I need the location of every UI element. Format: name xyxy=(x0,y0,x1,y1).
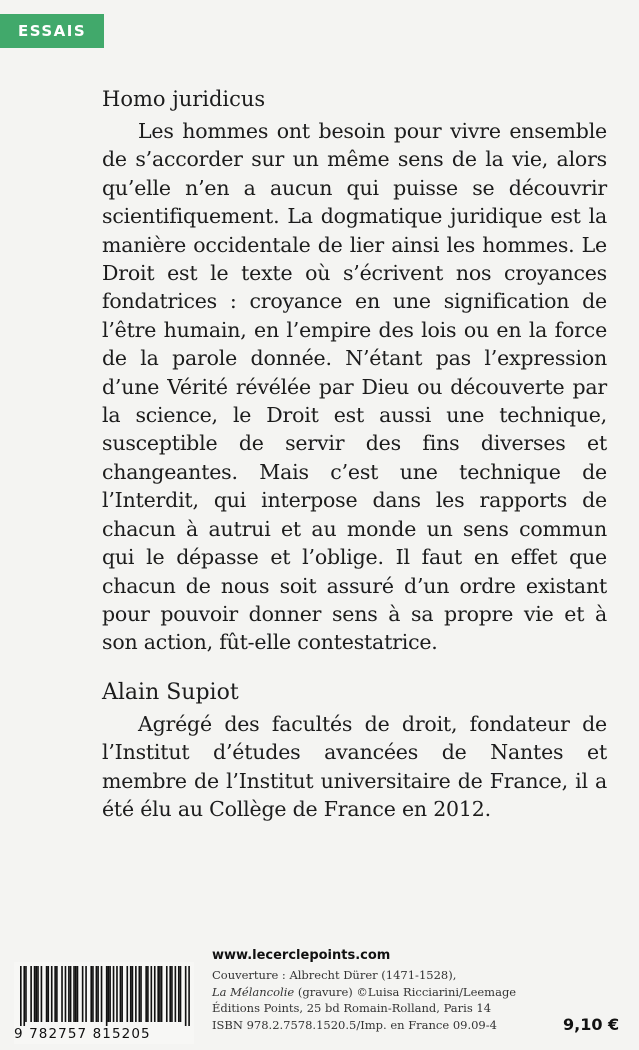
price: 9,10 € xyxy=(563,1015,620,1034)
barcode-digits: 9 782757 815205 xyxy=(14,1026,151,1042)
artwork-credit xyxy=(212,984,542,1001)
cover-credit: Couverture : Albrecht Dürer (1471-1528), xyxy=(212,968,457,982)
barcode-icon xyxy=(20,966,190,1026)
artwork-credit-rest: (gravure) ©Luisa Ricciarini/Leemage xyxy=(294,984,517,999)
author-name: Alain Supiot xyxy=(102,680,239,705)
publisher-address: Éditions Points, 25 bd Romain-Rolland, Paris 14 xyxy=(212,1001,492,1015)
book-summary: Les hommes ont besoin pour vivre ensemble de s’accorder sur un même sens de la vie, alors qu’elle n’en a aucun qui puisse se découvrir scientifiquement. La dogmatique juridique est la manière occidentale de lier ainsi les hommes. Le Droit est le texte où s’écrivent nos croyances fondatrices : croyance en une signification de l’être humain, en l’empire des lois ou en la force de la parole donnée. N’étant pas l’expression d’une Vérité révélée par Dieu ou découverte par la science, le Droit est aussi une technique, susceptible de servir des fins diverses et changeantes. Mais c’est une technique de l’Interdit, qui interpose dans les rapports de chacun à autrui et au monde un sens commun qui le dépasse et l’oblige. Il faut en effet que chacun de nous soit assuré d’un ordre existant pour pouvoir donner sens à sa propre vie et à son action, fût-elle contestatrice. xyxy=(102,119,607,655)
credits-block xyxy=(212,967,542,1033)
author-bio: Agrégé des facultés de droit, fondateur de l’Institut d’études avancées de Nantes et membre de l’Institut universitaire de France, il a été élu au Collège de France en 2012. xyxy=(102,712,607,822)
series-badge: ESSAIS xyxy=(0,14,104,48)
isbn-line: ISBN 978.2.7578.1520.5/Imp. en France 09.09-4 xyxy=(212,1017,497,1032)
isbn-barcode xyxy=(14,962,194,1044)
artwork-title: La Mélancolie xyxy=(212,984,295,999)
website-link[interactable]: www.lecerclepoints.com xyxy=(212,948,391,963)
book-title: Homo juridicus xyxy=(102,87,266,111)
